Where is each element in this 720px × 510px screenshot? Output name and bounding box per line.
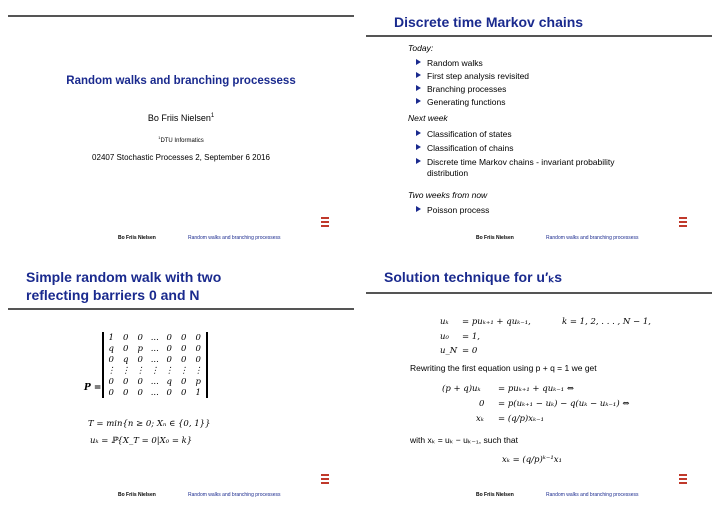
matrix-cell: ...: [150, 332, 159, 343]
matrix-cell: ...: [150, 387, 159, 398]
matrix-cell: 0: [108, 376, 114, 387]
matrix-cell: 0: [166, 343, 172, 354]
dtu-logo-icon: [679, 217, 687, 229]
matrix-cell: 0: [137, 354, 143, 365]
matrix-cell: p: [137, 343, 143, 354]
matrix-cell: 0: [195, 354, 201, 365]
equation-lhs: xₖ: [476, 414, 484, 424]
equation-lhs: u_N: [440, 346, 458, 356]
footer-title: Random walks and branching processess: [546, 235, 639, 241]
list-item: First step analysis revisited: [416, 71, 696, 82]
equation-rhs: = p(uₖ₊₁ − uₖ) − q(uₖ − uₖ₋₁) ⇔: [498, 399, 630, 409]
slide-random-walk: [8, 262, 354, 502]
slide-overview: [366, 5, 712, 245]
matrix-cell: 0: [137, 332, 143, 343]
bullet-triangle-icon: [416, 98, 421, 104]
equation-rhs: = (q/p)xₖ₋₁: [498, 414, 544, 424]
bullet-triangle-icon: [416, 144, 421, 150]
equation-rhs: = puₖ₊₁ + quₖ₋₁,: [462, 317, 531, 327]
slide-top-rule: [8, 15, 354, 17]
slide-footer: [8, 235, 354, 243]
matrix-cell: ⋮: [179, 365, 188, 376]
bullet-triangle-icon: [416, 158, 421, 164]
presentation-title: Random walks and branching processess: [66, 75, 296, 87]
footer-title: Random walks and branching processess: [188, 235, 281, 241]
dtu-logo-icon: [321, 474, 329, 486]
matrix-cell: q: [123, 354, 129, 365]
matrix-cell: 0: [195, 332, 201, 343]
list-item: Classification of states: [416, 129, 696, 140]
matrix-cell: 1: [195, 387, 201, 398]
matrix-row: [103, 387, 207, 398]
slide-title-heading: Solution technique for u′ₖs: [384, 269, 563, 285]
slide-top-rule: [8, 308, 354, 310]
matrix-cell: 0: [181, 332, 187, 343]
equation-lhs: 0: [479, 399, 485, 409]
matrix-cell: 0: [181, 376, 187, 387]
equation-condition: k = 1, 2, . . . , N − 1,: [562, 317, 651, 327]
bullet-triangle-icon: [416, 59, 421, 65]
list-item: Discrete time Markov chains - invariant probability distribution: [416, 157, 696, 179]
final-equation: xₖ = (q/p)ᵏ⁻¹x₁: [502, 455, 562, 465]
equation-lhs: uₖ: [440, 317, 449, 327]
slide-top-rule: [366, 292, 712, 294]
list-item: Generating functions: [416, 97, 696, 108]
slide-solution: [366, 262, 712, 502]
list-item: Classification of chains: [416, 143, 696, 154]
author-name: Bo Friis Nielsen$^1$: [147, 113, 215, 123]
slide-footer: [8, 492, 354, 500]
slide-title: [8, 5, 354, 245]
matrix-cell: 0: [123, 376, 129, 387]
dtu-logo-icon: [679, 474, 687, 486]
today-label: Today:: [408, 43, 434, 53]
equation-rhs: = puₖ₊₁ + quₖ₋₁ ⇔: [498, 384, 574, 394]
stopping-time-equation: T = min{n ≥ 0; Xₙ ∈ {0, 1}}: [88, 419, 211, 429]
footer-author: Bo Friis Nielsen: [476, 235, 514, 241]
matrix-cell: 0: [137, 387, 143, 398]
matrix-cell: q: [166, 376, 172, 387]
matrix-row: [103, 365, 207, 376]
rewrite-text: Rewriting the first equation using p + q = 1 we get: [410, 363, 597, 373]
footer-title: Random walks and branching processess: [546, 492, 639, 498]
matrix-row: [103, 376, 207, 387]
footer-title: Random walks and branching processess: [188, 492, 281, 498]
slide-footer: [366, 492, 712, 500]
list-item: Branching processes: [416, 84, 696, 95]
slide-top-rule: [366, 35, 712, 37]
matrix-cell: ⋮: [136, 365, 145, 376]
next-week-label: Next week: [408, 113, 448, 123]
course-info: 02407 Stochastic Processes 2, September 6 2016: [92, 153, 270, 162]
bullet-triangle-icon: [416, 85, 421, 91]
matrix-cell: 1: [108, 332, 114, 343]
matrix-row: [103, 354, 207, 365]
matrix-row: [103, 332, 207, 343]
dtu-logo-icon: [321, 217, 329, 229]
matrix-cell: ⋮: [121, 365, 130, 376]
list-item: Random walks: [416, 58, 696, 69]
matrix-cell: ...: [150, 354, 159, 365]
matrix-cell: 0: [166, 354, 172, 365]
two-weeks-label: Two weeks from now: [408, 190, 488, 200]
transition-matrix: [102, 332, 208, 398]
matrix-cell: ⋮: [165, 365, 174, 376]
matrix-cell: 0: [181, 354, 187, 365]
affiliation: $^1$DTU Informatics: [158, 135, 204, 144]
matrix-cell: 0: [166, 387, 172, 398]
matrix-cell: ...: [150, 343, 159, 354]
footer-author: Bo Friis Nielsen: [476, 492, 514, 498]
matrix-cell: 0: [195, 343, 201, 354]
matrix-cell: 0: [181, 343, 187, 354]
matrix-cell: q: [108, 343, 114, 354]
matrix-cell: 0: [166, 332, 172, 343]
matrix-cell: p: [195, 376, 201, 387]
slide-title-heading: Discrete time Markov chains: [394, 14, 584, 30]
matrix-cell: 0: [108, 354, 114, 365]
equation-lhs: u₀: [440, 332, 449, 342]
matrix-cell: 0: [181, 387, 187, 398]
matrix-row: [103, 343, 207, 354]
list-item: Poisson process: [416, 205, 696, 216]
slide-title-heading: Simple random walk with two reflecting barriers 0 and N: [26, 269, 222, 303]
matrix-cell: 0: [123, 332, 129, 343]
bullet-triangle-icon: [416, 130, 421, 136]
slide-footer: [366, 235, 712, 243]
bullet-triangle-icon: [416, 72, 421, 78]
matrix-cell: ⋮: [150, 365, 159, 376]
footer-author: Bo Friis Nielsen: [118, 492, 156, 498]
equation-lhs: (p + q)uₖ: [442, 384, 481, 394]
matrix-cell: 0: [123, 343, 129, 354]
equation-rhs: = 1,: [462, 332, 480, 342]
matrix-cell: 0: [137, 376, 143, 387]
bullet-triangle-icon: [416, 206, 421, 212]
with-text: with xₖ = uₖ − uₖ₋₁, such that: [410, 435, 518, 445]
equation-rhs: = 0: [462, 346, 478, 356]
matrix-cell: 0: [108, 387, 114, 398]
matrix-cell: ...: [150, 376, 159, 387]
matrix-label: P =: [84, 383, 102, 393]
matrix-cell: ⋮: [107, 365, 116, 376]
absorption-probability-equation: uₖ = ℙ{X_T = 0|X₀ = k}: [90, 436, 193, 446]
footer-author: Bo Friis Nielsen: [118, 235, 156, 241]
matrix-cell: 0: [123, 387, 129, 398]
matrix-cell: ⋮: [194, 365, 203, 376]
